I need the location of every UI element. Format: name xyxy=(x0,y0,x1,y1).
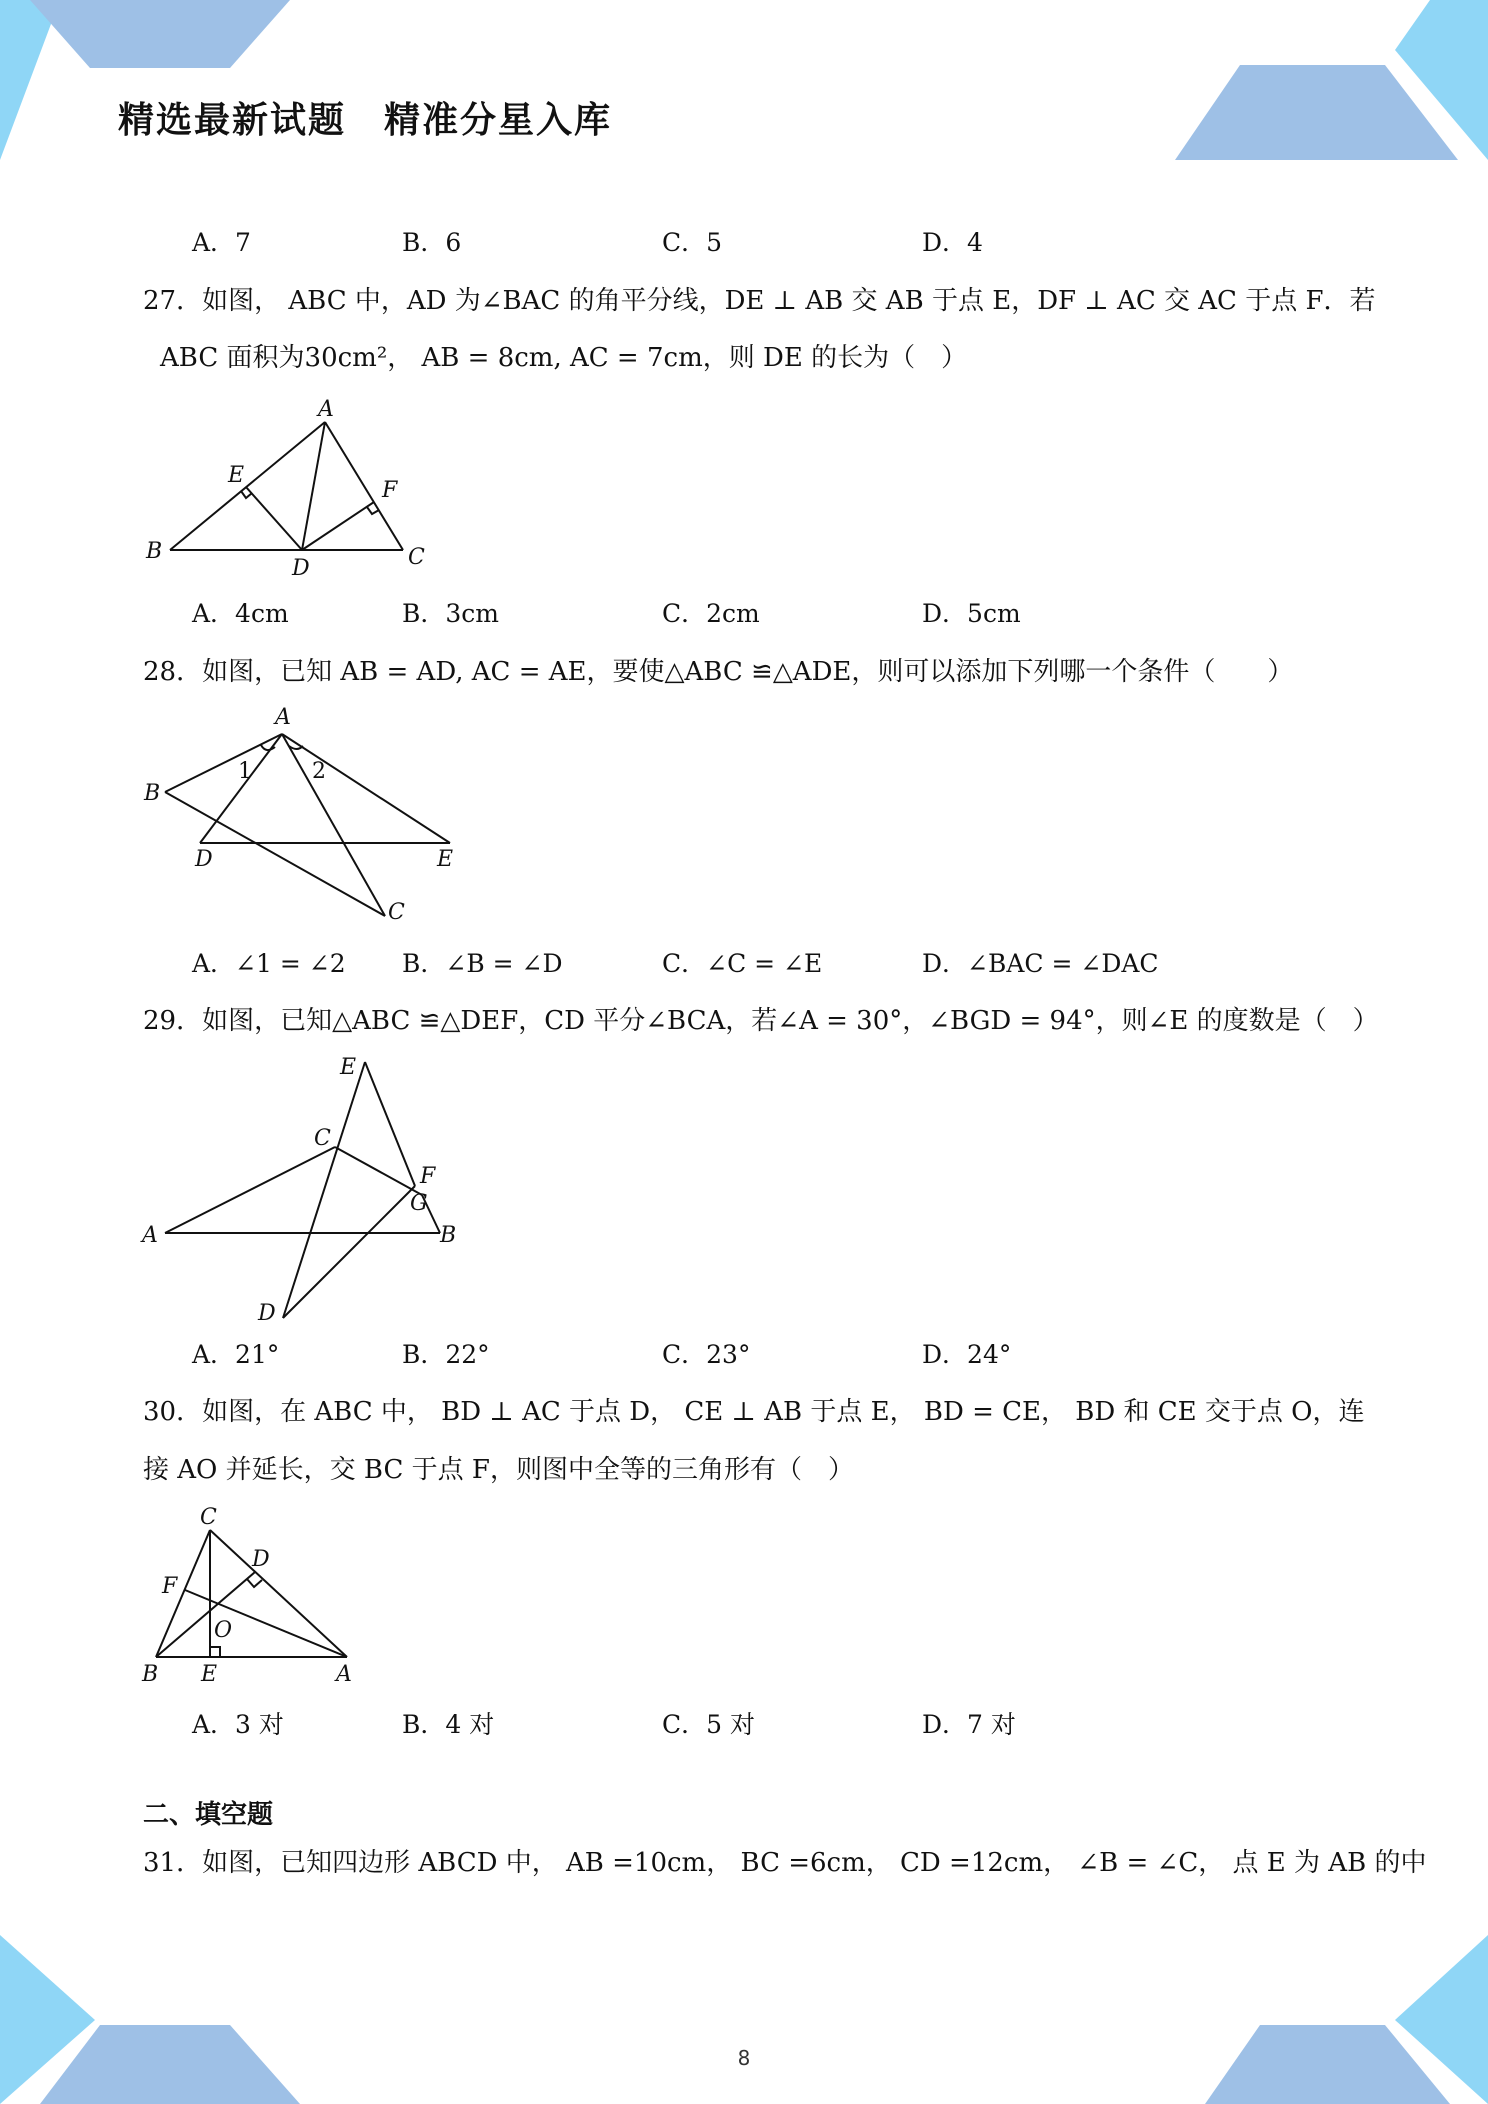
q28-label-b: B xyxy=(144,781,161,806)
q27-label-c: C xyxy=(408,545,425,570)
q27-label-b: B xyxy=(146,539,163,564)
q28-text-line1: 28．如图，已知 AB = AD, AC = AE，要使△ABC ≌△ADE，则可以添加下列哪一个条件（ ） xyxy=(143,657,1294,687)
q29-segment-ed xyxy=(283,1062,365,1318)
q26-option-b: B．6 xyxy=(402,228,462,257)
q29-label-e: E xyxy=(340,1055,357,1080)
q29-segment-ac xyxy=(165,1147,335,1233)
q27-option-a: A．4cm xyxy=(192,599,289,628)
q27-segment-df xyxy=(302,502,374,550)
q27-option-c: C．2cm xyxy=(662,599,760,628)
q29-label-b: B xyxy=(440,1223,457,1248)
q30-text-line2: 接 AO 并延长，交 BC 于点 F，则图中全等的三角形有（ ） xyxy=(143,1455,854,1485)
q28-option-d: D．∠BAC = ∠DAC xyxy=(922,949,1159,978)
q30-label-d: D xyxy=(252,1547,270,1572)
q27-figure xyxy=(140,390,440,580)
q30-option-b: B．4 对 xyxy=(402,1710,495,1739)
q29-label-c: C xyxy=(314,1126,331,1151)
q27-label-e: E xyxy=(228,463,245,488)
q28-option-b: B．∠B = ∠D xyxy=(402,949,563,978)
q29-option-c: C．23° xyxy=(662,1340,751,1369)
q27-text-line2: ABC 面积为30cm²， AB = 8cm, AC = 7cm，则 DE 的长为（ ） xyxy=(160,343,968,373)
q28-label-c: C xyxy=(388,900,405,925)
q30-option-a: A．3 对 xyxy=(192,1710,284,1739)
q30-label-c: C xyxy=(200,1505,217,1530)
q27-option-d: D．5cm xyxy=(922,599,1021,628)
q30-text-line1: 30．如图，在 ABC 中， BD ⊥ AC 于点 D， CE ⊥ AB 于点 E， BD = CE， BD 和 CE 交于点 O，连 xyxy=(143,1397,1365,1427)
q30-label-a: A xyxy=(336,1662,352,1687)
q28-label-a: A xyxy=(275,705,291,730)
q26-option-c: C．5 xyxy=(662,228,723,257)
q29-text-line1: 29．如图，已知△ABC ≌△DEF，CD 平分∠BCA，若∠A = 30°，∠BGD = 94°，则∠E 的度数是（ ） xyxy=(143,1006,1379,1036)
decoration-top-right-trapezoid xyxy=(1175,65,1458,160)
q28-figure xyxy=(140,706,470,926)
q28-option-a: A．∠1 = ∠2 xyxy=(192,949,346,978)
q28-label-angle-1: 1 xyxy=(238,759,252,784)
q29-label-f: F xyxy=(420,1164,436,1189)
q30-right-angle-e xyxy=(210,1647,220,1657)
q28-segment-ab xyxy=(165,734,282,792)
q29-option-a: A．21° xyxy=(192,1340,280,1369)
q28-label-angle-2: 2 xyxy=(312,759,326,784)
decoration-top-left-triangle xyxy=(0,0,60,160)
q30-label-o: O xyxy=(214,1618,233,1643)
q26-option-d: D．4 xyxy=(922,228,983,257)
decoration-top-left-trapezoid xyxy=(30,0,290,68)
q30-option-c: C．5 对 xyxy=(662,1710,755,1739)
q27-segment-ad xyxy=(302,422,325,550)
q29-label-a: A xyxy=(142,1223,158,1248)
q28-segment-ae xyxy=(282,734,450,843)
q27-label-d: D xyxy=(292,556,310,581)
q29-option-b: B．22° xyxy=(402,1340,490,1369)
q28-option-c: C．∠C = ∠E xyxy=(662,949,823,978)
q30-label-e: E xyxy=(201,1662,218,1687)
section-heading-fill-in: 二、填空题 xyxy=(143,1800,274,1830)
q27-option-b: B．3cm xyxy=(402,599,499,628)
q30-option-d: D．7 对 xyxy=(922,1710,1016,1739)
header-title: 精选最新试题 精准分星入库 xyxy=(118,100,613,141)
q27-text-line1: 27．如图， ABC 中，AD 为∠BAC 的角平分线，DE ⊥ AB 交 AB 于点 E，DF ⊥ AC 交 AC 于点 F．若 xyxy=(143,286,1376,316)
q27-segment-ab xyxy=(170,422,325,550)
q30-figure xyxy=(140,1500,380,1690)
q29-label-d: D xyxy=(258,1301,276,1326)
q26-option-a: A．7 xyxy=(192,228,251,257)
q28-segment-ac xyxy=(282,734,385,916)
q27-segment-de xyxy=(246,487,302,550)
q29-figure xyxy=(140,1050,480,1330)
q27-label-f: F xyxy=(382,478,398,503)
q30-label-b: B xyxy=(142,1662,159,1687)
q29-option-d: D．24° xyxy=(922,1340,1012,1369)
q29-segment-fd xyxy=(283,1186,415,1318)
page-number: 8 xyxy=(737,2046,751,2070)
q30-right-angle-d xyxy=(247,1579,262,1587)
q28-label-e: E xyxy=(437,847,454,872)
q27-label-a: A xyxy=(318,397,334,422)
q30-label-f: F xyxy=(162,1574,178,1599)
q29-label-g: G xyxy=(410,1191,428,1216)
q31-text-line1: 31．如图，已知四边形 ABCD 中， AB =10cm， BC =6cm， CD =12cm， ∠B = ∠C， 点 E 为 AB 的中 xyxy=(143,1848,1427,1878)
q28-label-d: D xyxy=(195,847,213,872)
